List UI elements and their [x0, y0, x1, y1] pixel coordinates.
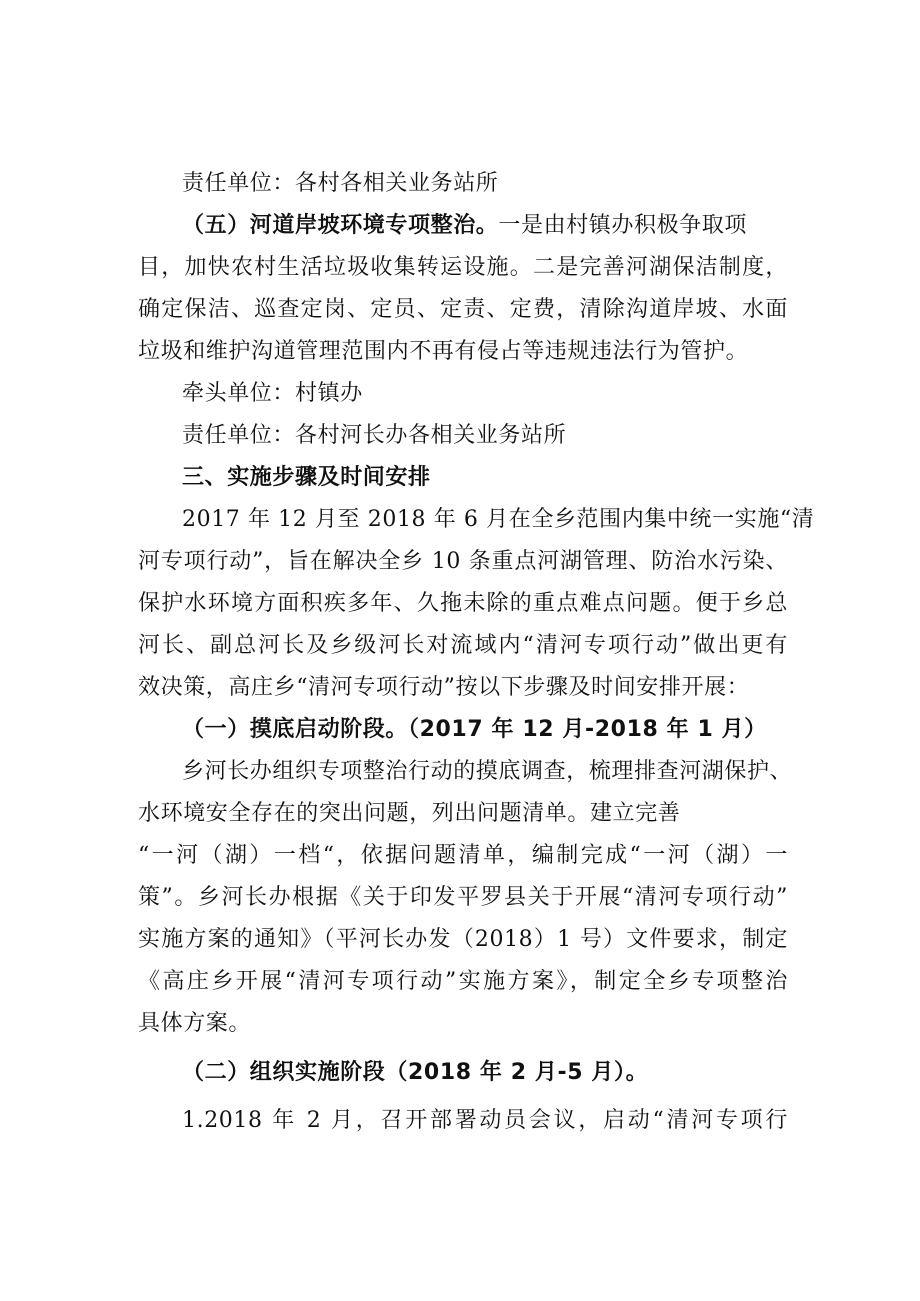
item5-text: 一是由村镇办积极争取项: [498, 213, 748, 238]
section3-heading: 三、实施步骤及时间安排: [182, 465, 431, 490]
section3-paragraph-line: 2017 年 12 月至 2018 年 6 月在全乡范围内集中统一实施“清: [182, 507, 815, 532]
item5-heading: （五）河道岸坡环境专项整治。: [182, 213, 499, 238]
section3-paragraph-line: 效决策，高庄乡“清河专项行动”按以下步骤及时间安排开展：: [138, 675, 750, 700]
stage1-paragraph-line: 水环境安全存在的突出问题，列出问题清单。建立完善: [138, 801, 681, 826]
section3-paragraph-line: 保护水环境方面积疾多年、久拖未除的重点难点问题。便于乡总: [138, 591, 788, 616]
item5-line: 垃圾和维护沟道管理范围内不再有侵占等违规违法行为管护。: [138, 339, 749, 364]
stage2-paragraph-line: 1.2018 年 2 月，召开部署动员会议，启动“清河专项行: [182, 1108, 788, 1133]
lead-unit-line: 牵头单位：村镇办: [182, 381, 363, 406]
item5-line: 目，加快农村生活垃圾收集转运设施。二是完善河湖保洁制度，: [138, 255, 788, 280]
section3-paragraph-line: 河长、副总河长及乡级河长对流域内“清河专项行动”做出更有: [138, 633, 788, 658]
responsible-unit-line-2: 责任单位：各村河长办各相关业务站所: [182, 423, 567, 448]
item5-line: 确定保洁、巡查定岗、定员、定责、定费，清除沟道岸坡、水面: [138, 297, 788, 322]
item5-first-line: [182, 211, 788, 241]
stage1-heading: （一）摸底启动阶段。（2017 年 12 月-2018 年 1 月）: [182, 717, 767, 742]
stage2-heading: （二）组织实施阶段（2018 年 2 月-5 月）。: [182, 1060, 649, 1085]
stage1-paragraph-line: 乡河长办组织专项整治行动的摸底调查，梳理排查河湖保护、: [182, 759, 793, 784]
responsible-unit-line: 责任单位：各村各相关业务站所: [182, 171, 499, 196]
stage1-paragraph-line: “一河（湖）一档“，依据问题清单，编制完成“一河（湖）一: [138, 843, 788, 868]
stage1-paragraph-line: 策”。乡河长办根据《关于印发平罗县关于开展“清河专项行动”: [138, 885, 788, 910]
stage1-paragraph-line: 《高庄乡开展“清河专项行动”实施方案》，制定全乡专项整治: [138, 969, 788, 994]
section3-paragraph-line: 河专项行动”，旨在解决全乡 10 条重点河湖管理、防治水污染、: [138, 549, 788, 574]
stage1-paragraph-line: 具体方案。: [138, 1011, 252, 1036]
stage1-paragraph-line: 实施方案的通知》（平河长办发（2018）1 号）文件要求，制定: [138, 927, 788, 952]
